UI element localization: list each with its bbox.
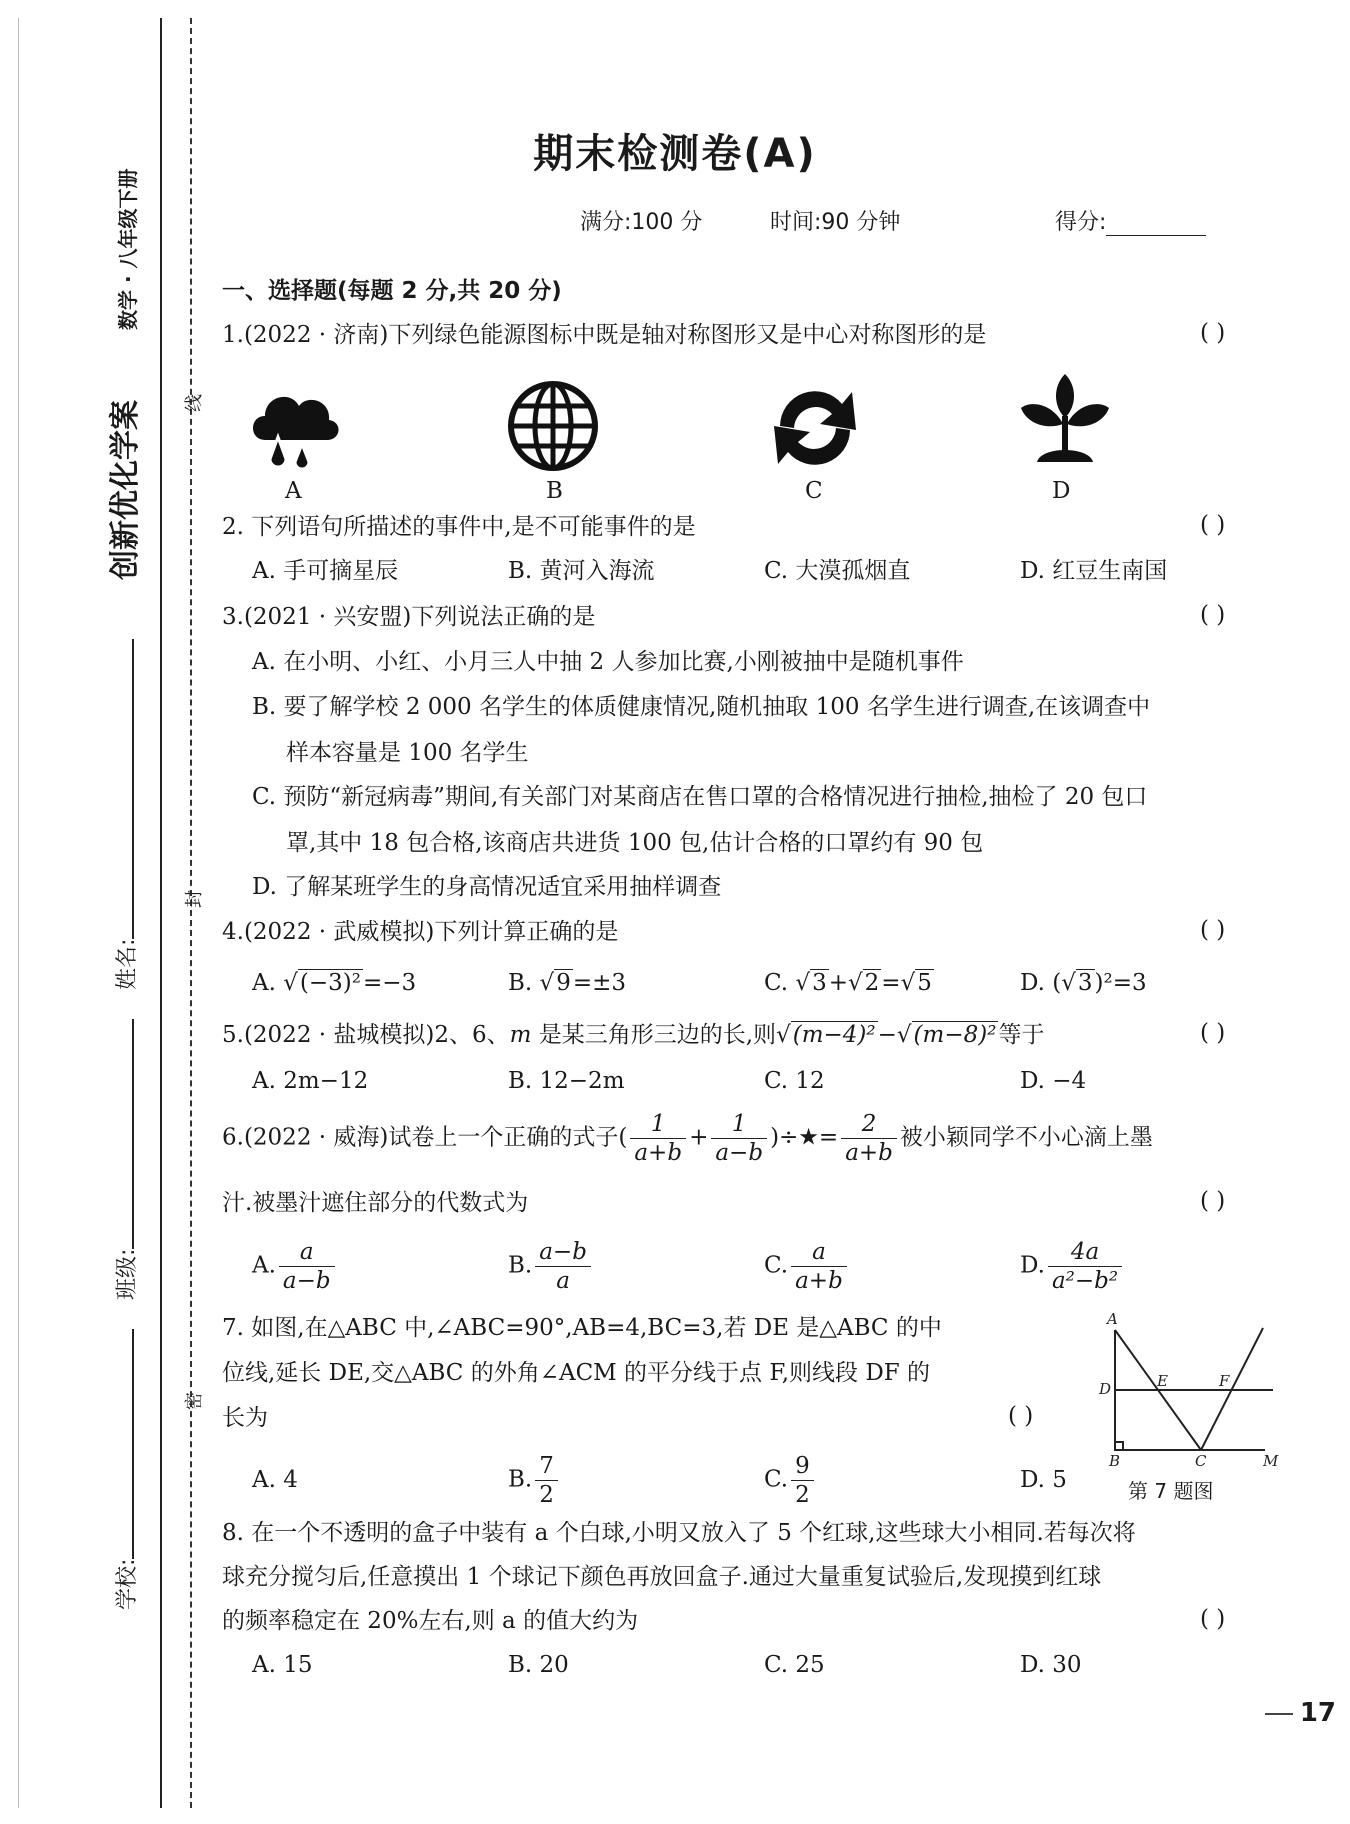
class-label: 班级:: [115, 1248, 140, 1300]
q7-figure-caption: 第 7 题图: [1128, 1479, 1214, 1503]
figure-point-e: E: [1157, 1372, 1168, 1390]
q6-text: 6.(2022 · 威海)试卷上一个正确的式子( $\frac{1}{a+b}$ + $\frac{1}{a-b}$ )÷★= $\frac{2}{a+b}$ 被小颖同学不小心滴上墨: [222, 1111, 1153, 1166]
q6-text-line2: 汁.被墨汁遮住部分的代数式为: [222, 1190, 529, 1216]
q6-option-c[interactable]: C. $\frac{a}{a+b}$: [764, 1238, 850, 1295]
q3-option-b-line2: 样本容量是 100 名学生: [286, 740, 529, 766]
q4-option-c[interactable]: C. √3+√2=√5: [764, 970, 932, 996]
school-label: 学校:: [115, 1558, 140, 1610]
q4-option-a[interactable]: A. √(−3)²=−3: [252, 970, 417, 996]
q7-option-c[interactable]: C. $\frac{9}{2}$: [764, 1452, 817, 1509]
q3-option-c-line1[interactable]: C. 预防“新冠病毒”期间,有关部门对某商店在售口罩的合格情况进行抽检,抽检了 20 包口: [252, 784, 1148, 810]
q1-label-b: B: [546, 478, 563, 504]
q7-text-line3: 长为: [222, 1405, 268, 1431]
q7-text-line1: 7. 如图,在△ABC 中,∠ABC=90°,AB=4,BC=3,若 DE 是△ABC 的中: [222, 1315, 942, 1341]
q8-text-line2: 球充分搅匀后,任意摸出 1 个球记下颜色再放回盒子.通过大量重复试验后,发现摸到红球: [222, 1564, 1102, 1590]
score-field[interactable]: [1055, 205, 1206, 236]
q2-option-c[interactable]: C. 大漠孤烟直: [764, 558, 911, 584]
seal-feng-label: 封: [184, 890, 205, 908]
page-number: 17: [1299, 1698, 1336, 1728]
sprout-icon: [1015, 368, 1115, 474]
q3-option-c-line2: 罩,其中 18 包合格,该商店共进货 100 包,估计合格的口罩约有 90 包: [286, 830, 984, 856]
q1-answer-paren[interactable]: ( ): [1200, 320, 1226, 346]
page-title: 期末检测卷(A): [533, 131, 817, 177]
q2-option-a[interactable]: A. 手可摘星辰: [252, 558, 399, 584]
q8-text-line3: 的频率稳定在 20%左右,则 a 的值大约为: [222, 1608, 639, 1634]
q3-option-b-line1[interactable]: B. 要了解学校 2 000 名学生的体质健康情况,随机抽取 100 名学生进行调查,在该调查中: [252, 694, 1151, 720]
q8-answer-paren[interactable]: ( ): [1200, 1606, 1226, 1632]
q3-text: 3.(2021 · 兴安盟)下列说法正确的是: [222, 604, 596, 630]
q1-label-a: A: [285, 478, 302, 504]
q8-option-d[interactable]: D. 30: [1020, 1652, 1082, 1678]
score-label: 得分:: [1055, 210, 1107, 235]
recycle-arrows-icon: [760, 378, 870, 478]
figure-point-b: B: [1109, 1452, 1121, 1470]
figure-point-c: C: [1195, 1452, 1207, 1470]
q1-label-d: D: [1052, 478, 1071, 504]
name-field[interactable]: [110, 639, 141, 990]
time-limit: 时间:90 分钟: [770, 210, 901, 235]
q7-answer-paren[interactable]: ( ): [1008, 1403, 1034, 1429]
q5-text: 5.(2022 · 盐城模拟)2、6、m 是某三角形三边的长,则√(m−4)²−√(m−8)²等于: [222, 1022, 1045, 1048]
q6-option-a[interactable]: A. $\frac{a}{a-b}$: [252, 1238, 338, 1295]
q6-answer-paren[interactable]: ( ): [1200, 1188, 1226, 1214]
q6-option-d[interactable]: D. $\frac{4a}{\text{a²−b²}}$: [1020, 1238, 1125, 1295]
q2-option-b[interactable]: B. 黄河入海流: [508, 558, 655, 584]
q3-option-a[interactable]: A. 在小明、小红、小月三人中抽 2 人参加比赛,小刚被抽中是随机事件: [252, 649, 964, 675]
figure-point-a: A: [1107, 1310, 1118, 1328]
globe-icon: [505, 378, 601, 474]
q4-option-d[interactable]: D. (√3)²=3: [1020, 970, 1147, 996]
q8-option-c[interactable]: C. 25: [764, 1652, 825, 1678]
q5-option-a[interactable]: A. 2m−12: [252, 1068, 369, 1094]
q7-figure: [1095, 1310, 1285, 1470]
binding-solid-line: [160, 18, 162, 1808]
q5-answer-paren[interactable]: ( ): [1200, 1020, 1226, 1046]
page-number-dash: [1265, 1713, 1293, 1715]
q1-label-c: C: [805, 478, 823, 504]
q8-option-a[interactable]: A. 15: [252, 1652, 313, 1678]
q4-text: 4.(2022 · 武威模拟)下列计算正确的是: [222, 919, 619, 945]
q7-option-b[interactable]: B. $\frac{7}{2}$: [508, 1452, 561, 1509]
q3-answer-paren[interactable]: ( ): [1200, 602, 1226, 628]
class-field[interactable]: [110, 1019, 141, 1300]
book-brand: 创新优化学案: [108, 400, 143, 580]
figure-point-m: M: [1263, 1452, 1279, 1470]
q2-option-d[interactable]: D. 红豆生南国: [1020, 558, 1168, 584]
school-field[interactable]: [110, 1329, 141, 1610]
q4-option-b[interactable]: B. √9=±3: [508, 970, 627, 996]
seal-mi-label: 密: [184, 1392, 205, 1410]
figure-point-d: D: [1099, 1380, 1112, 1398]
q5-option-d[interactable]: D. −4: [1020, 1068, 1087, 1094]
book-subject: 数学 · 八年级下册: [116, 168, 140, 330]
q4-answer-paren[interactable]: ( ): [1200, 917, 1226, 943]
rain-cloud-icon: [245, 382, 345, 477]
q6-option-b[interactable]: B. $\frac{a-b}{a}$: [508, 1238, 594, 1295]
q5-option-c[interactable]: C. 12: [764, 1068, 825, 1094]
full-score: 满分:100 分: [580, 210, 703, 235]
name-label: 姓名:: [115, 938, 140, 990]
q7-option-d[interactable]: D. 5: [1020, 1467, 1067, 1493]
q8-option-b[interactable]: B. 20: [508, 1652, 569, 1678]
page-edge-line: [18, 18, 19, 1808]
q7-text-line2: 位线,延长 DE,交△ABC 的外角∠ACM 的平分线于点 F,则线段 DF 的: [222, 1360, 931, 1386]
section-title: 一、选择题(每题 2 分,共 20 分): [222, 278, 562, 304]
q5-option-b[interactable]: B. 12−2m: [508, 1068, 625, 1094]
binding-dashed-line: [190, 18, 192, 1808]
q2-answer-paren[interactable]: ( ): [1200, 512, 1226, 538]
seal-line-label: 线: [184, 394, 205, 412]
q8-text-line1: 8. 在一个不透明的盒子中装有 a 个白球,小明又放入了 5 个红球,这些球大小相同.若每次将: [222, 1520, 1136, 1546]
q7-option-a[interactable]: A. 4: [252, 1467, 298, 1493]
q2-text: 2. 下列语句所描述的事件中,是不可能事件的是: [222, 514, 696, 540]
q1-text: 1.(2022 · 济南)下列绿色能源图标中既是轴对称图形又是中心对称图形的是: [222, 322, 987, 348]
q3-option-d[interactable]: D. 了解某班学生的身高情况适宜采用抽样调查: [252, 874, 722, 900]
figure-point-f: F: [1219, 1372, 1230, 1390]
